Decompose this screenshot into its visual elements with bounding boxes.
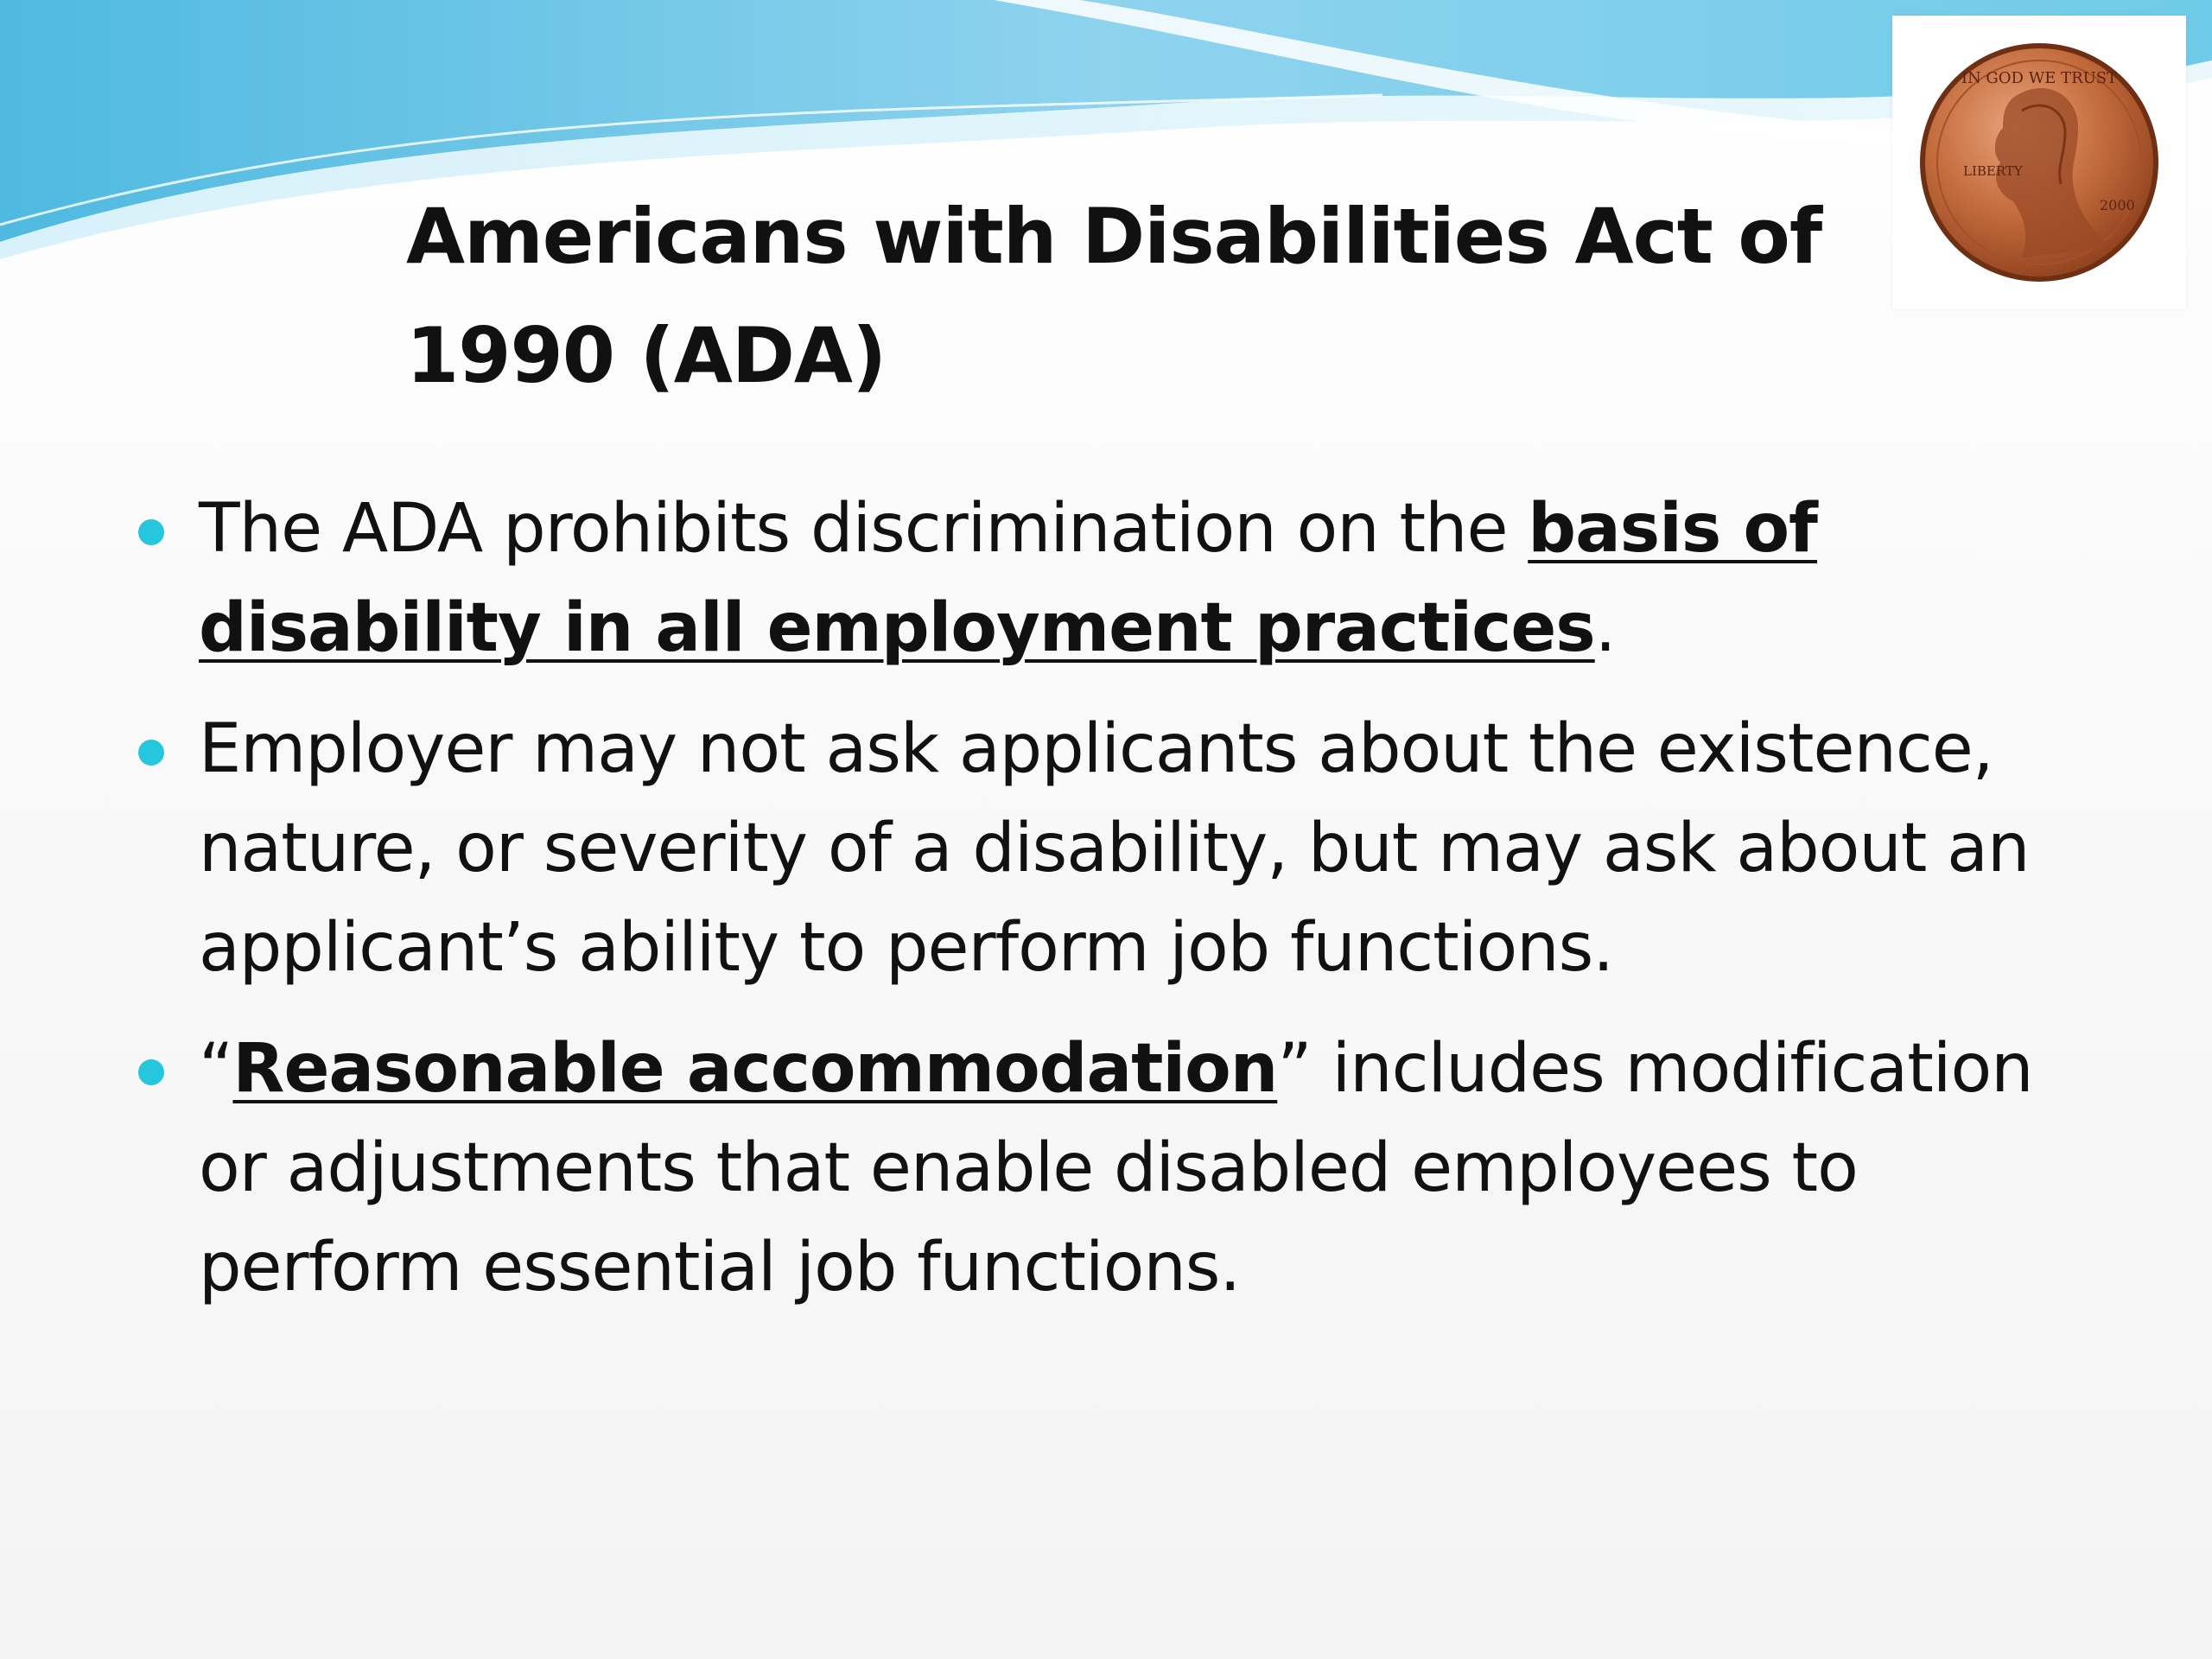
bullet-item-ada-prohibits	[138, 480, 2108, 678]
bullet-item-reasonable-accommodation	[138, 1020, 2108, 1318]
bullet-dot-icon	[138, 740, 164, 766]
penny-coin-image	[1892, 16, 2186, 309]
bullet-dot-icon	[138, 1059, 164, 1085]
bullet-dot-icon	[138, 519, 164, 545]
bullet-open-quote: “	[199, 1030, 233, 1108]
slide-title: Americans with Disabilities Act of 1990 (ADA)	[406, 192, 1822, 400]
bullet-text-after: ” includes modification or adjustments that enable disabled employees to perform essential job functions.	[199, 1030, 2033, 1306]
bullet-text-before: The ADA prohibits discrimination on the	[199, 490, 1529, 568]
bullet-list	[138, 480, 2108, 1339]
coin-inscription-left: LIBERTY	[1963, 163, 2023, 179]
bullet-emphasis-reasonable-accommodation: Reasonable accommodation	[232, 1030, 1278, 1108]
coin-inscription-top: IN GOD WE TRUST	[1961, 69, 2118, 87]
bullet-text-after: .	[1594, 589, 1616, 667]
penny-coin-icon	[1892, 16, 2186, 309]
coin-year: 2000	[2100, 197, 2135, 213]
bullet-text: Employer may not ask applicants about the existence, nature, or severity of a disability, but may ask about an applicant’s ability to perform job functions.	[199, 710, 2030, 987]
bullet-item-employer-may-not-ask	[138, 700, 2108, 998]
bullet-emphasis-basis-of-disability: basis of disability in all employment practices	[199, 490, 1817, 667]
